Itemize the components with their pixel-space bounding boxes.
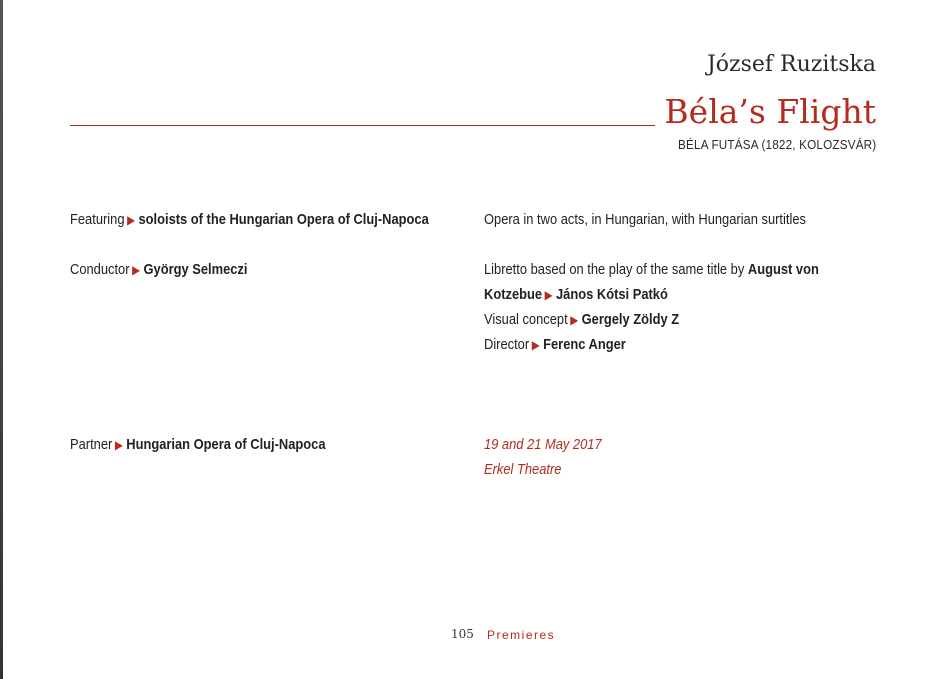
conductor-label: Conductor <box>70 261 130 278</box>
libretto-credit-continued <box>484 282 668 308</box>
performance-dates: 19 and 21 May 2017 <box>484 436 602 453</box>
partner-value: Hungarian Opera of Cluj-Napoca <box>126 436 326 453</box>
play-triangle-icon: ▶ <box>531 338 540 352</box>
play-triangle-icon: ▶ <box>544 288 553 302</box>
featuring-credit <box>70 207 429 233</box>
performance-venue: Erkel Theatre <box>484 461 562 478</box>
page-number: 105 <box>451 627 474 641</box>
director-label: Director <box>484 336 530 353</box>
conductor-credit <box>70 257 247 283</box>
featuring-value: soloists of the Hungarian Opera of Cluj-Napoca <box>138 211 429 228</box>
play-triangle-icon: ▶ <box>570 313 579 327</box>
conductor-value: György Selmeczi <box>143 261 248 278</box>
opera-subtitle: BÉLA FUTÁSA (1822, KOLOZSVÁR) <box>677 137 876 152</box>
featuring-label: Featuring <box>70 211 125 228</box>
play-triangle-icon: ▶ <box>114 438 123 452</box>
director-value: Ferenc Anger <box>543 336 626 353</box>
section-name: Premieres <box>487 628 556 642</box>
opera-title: Béla’s Flight <box>664 92 876 131</box>
play-triangle-icon: ▶ <box>132 263 141 277</box>
libretto-credit <box>484 257 819 282</box>
libretto-writer: János Kótsi Patkó <box>556 286 668 303</box>
page-edge <box>0 0 3 679</box>
title-rule <box>70 125 655 126</box>
play-triangle-icon: ▶ <box>127 213 136 227</box>
libretto-author-line1: August von <box>747 261 819 278</box>
partner-label: Partner <box>70 436 113 453</box>
partner-credit <box>70 432 326 458</box>
description-text: Opera in two acts, in Hungarian, with Hungarian surtitles <box>484 211 806 228</box>
visual-concept-credit <box>484 307 679 333</box>
director-credit <box>484 332 626 358</box>
visual-value: Gergely Zöldy Z <box>581 311 680 328</box>
libretto-prefix: Libretto based on the play of the same title by <box>484 261 745 278</box>
visual-label: Visual concept <box>484 311 568 328</box>
libretto-author-line2: Kotzebue <box>484 286 543 303</box>
opera-description <box>484 207 806 232</box>
composer-name: József Ruzitska <box>706 52 876 77</box>
